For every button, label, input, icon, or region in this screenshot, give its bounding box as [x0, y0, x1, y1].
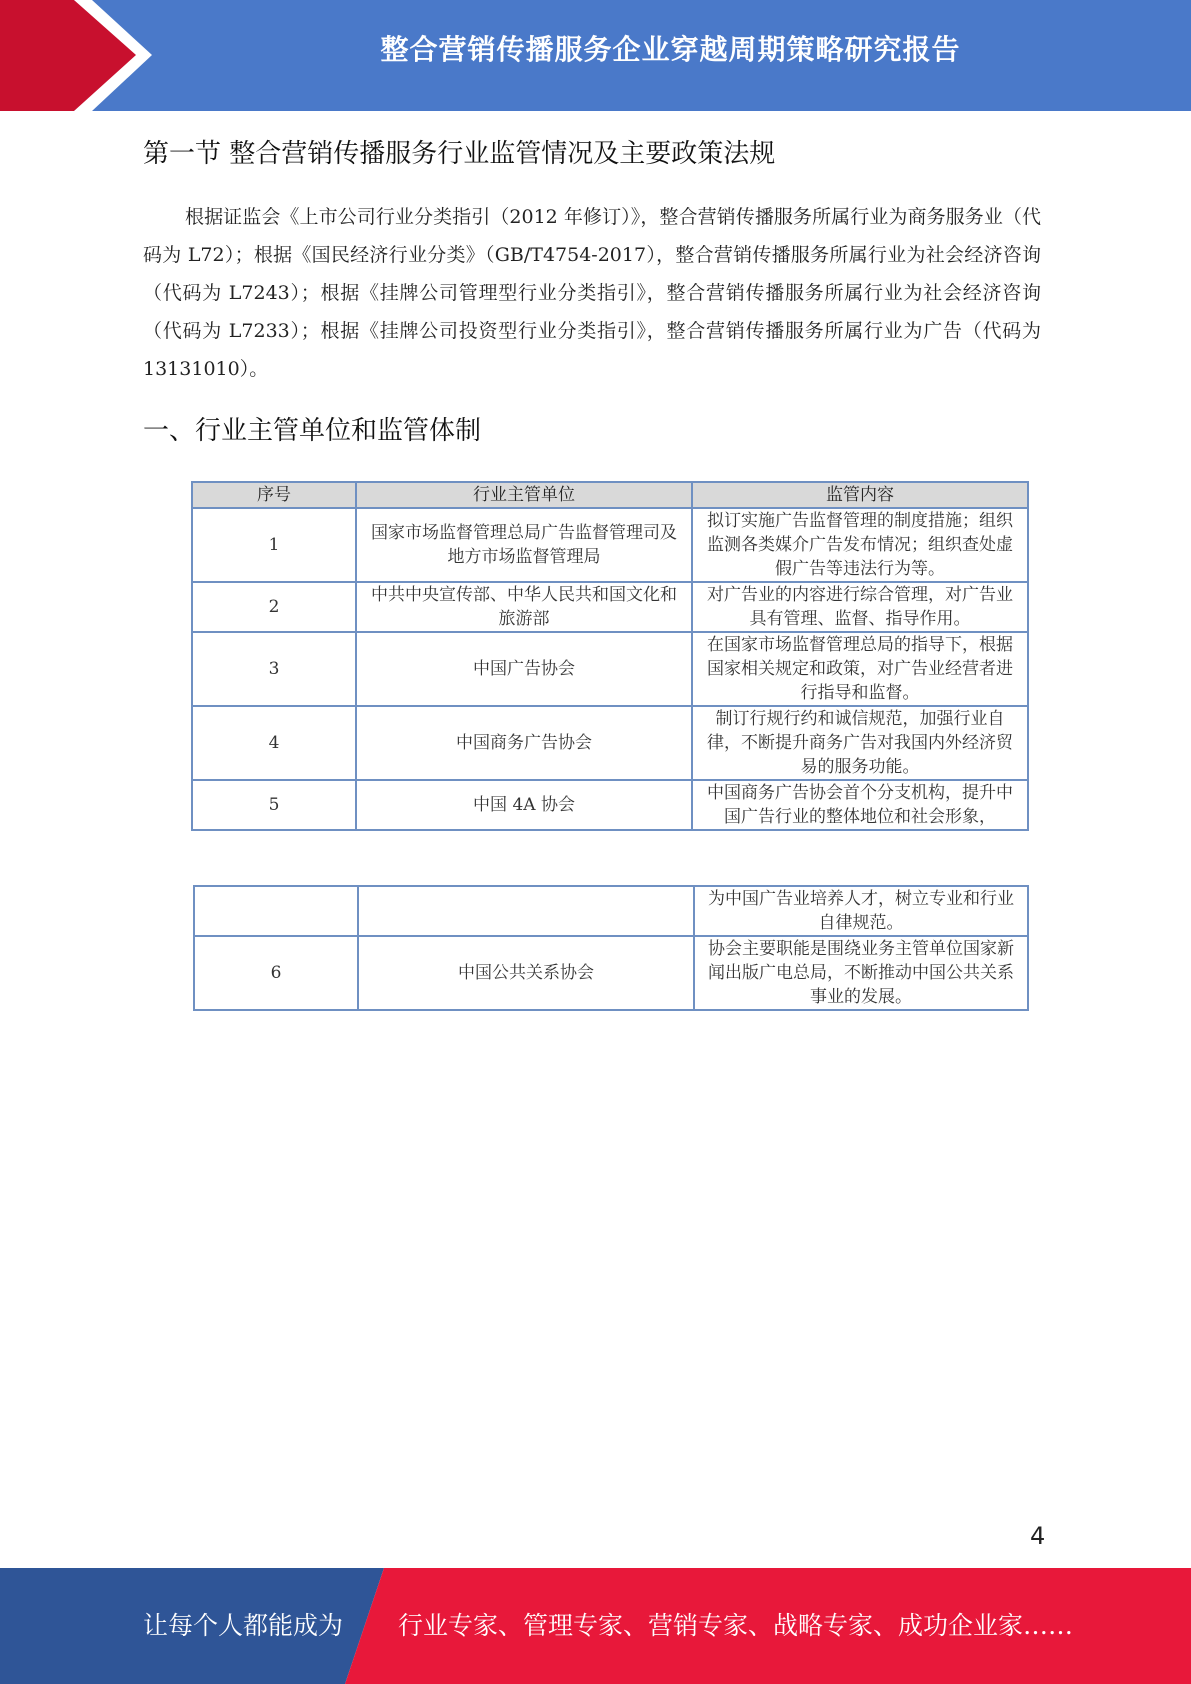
row-no	[194, 886, 358, 936]
table-row	[192, 508, 1028, 582]
report-header	[0, 0, 1191, 111]
header-unit: 行业主管单位	[356, 482, 692, 508]
row-no: 6	[194, 936, 358, 1010]
row-unit: 中国 4A 协会	[356, 780, 692, 830]
row-no: 3	[192, 632, 356, 706]
subsection-title: 一、行业主管单位和监管体制	[143, 416, 482, 446]
section-title: 第一节 整合营销传播服务行业监管情况及主要政策法规	[143, 139, 776, 169]
table-row	[192, 780, 1028, 830]
table-row	[192, 632, 1028, 706]
row-unit: 中共中央宣传部、中华人民共和国文化和旅游部	[356, 582, 692, 632]
row-unit: 国家市场监督管理总局广告监督管理司及地方市场监督管理局	[356, 508, 692, 582]
intro-paragraph: 根据证监会《上市公司行业分类指引（2012 年修订）》，整合营销传播服务所属行业为商务服务业（代码为 L72）；根据《国民经济行业分类》（GB/T4754-2017），整合营销传播服务所属行业为社会经济咨询（代码为 L7243）；根据《挂牌公司管理型行业分类指引》，整合营销传播服务所属行业为社会经济咨询（代码为 L7233）；根据《挂牌公司投资型行业分类指引》，整合营销传播服务所属行业为广告（代码为 13131010）。	[143, 206, 1041, 380]
regulator-table	[191, 481, 1029, 831]
table-row	[194, 936, 1028, 1010]
row-content: 为中国广告业培养人才，树立专业和行业自律规范。	[694, 886, 1028, 936]
row-content: 制订行规行约和诚信规范，加强行业自律，不断提升商务广告对我国内外经济贸易的服务功能。	[692, 706, 1028, 780]
row-content: 对广告业的内容进行综合管理，对广告业具有管理、监督、指导作用。	[692, 582, 1028, 632]
header-no: 序号	[192, 482, 356, 508]
footer-slogan-left: 让每个人都能成为	[143, 1611, 344, 1640]
row-content: 拟订实施广告监督管理的制度措施；组织监测各类媒介广告发布情况；组织查处虚假广告等违法行为等。	[692, 508, 1028, 582]
row-content: 在国家市场监督管理总局的指导下，根据国家相关规定和政策，对广告业经营者进行指导和监督。	[692, 632, 1028, 706]
row-content: 中国商务广告协会首个分支机构，提升中国广告行业的整体地位和社会形象，	[692, 780, 1028, 830]
table-header-row	[192, 482, 1028, 508]
row-unit: 中国公共关系协会	[358, 936, 694, 1010]
table-row	[192, 582, 1028, 632]
header-content: 监管内容	[692, 482, 1028, 508]
page-number: 4	[1030, 1522, 1046, 1550]
row-unit: 中国广告协会	[356, 632, 692, 706]
row-no: 4	[192, 706, 356, 780]
report-title: 整合营销传播服务企业穿越周期策略研究报告	[380, 33, 961, 66]
row-content: 协会主要职能是围绕业务主管单位国家新闻出版广电总局，不断推动中国公共关系事业的发展。	[694, 936, 1028, 1010]
report-footer	[0, 1568, 1191, 1684]
row-unit	[358, 886, 694, 936]
row-no: 2	[192, 582, 356, 632]
row-no: 5	[192, 780, 356, 830]
regulator-table-continued	[193, 885, 1029, 1011]
table-row	[192, 706, 1028, 780]
row-unit: 中国商务广告协会	[356, 706, 692, 780]
footer-slogan-right: 行业专家、管理专家、营销专家、战略专家、成功企业家……	[398, 1611, 1074, 1640]
table-row	[194, 886, 1028, 936]
row-no: 1	[192, 508, 356, 582]
